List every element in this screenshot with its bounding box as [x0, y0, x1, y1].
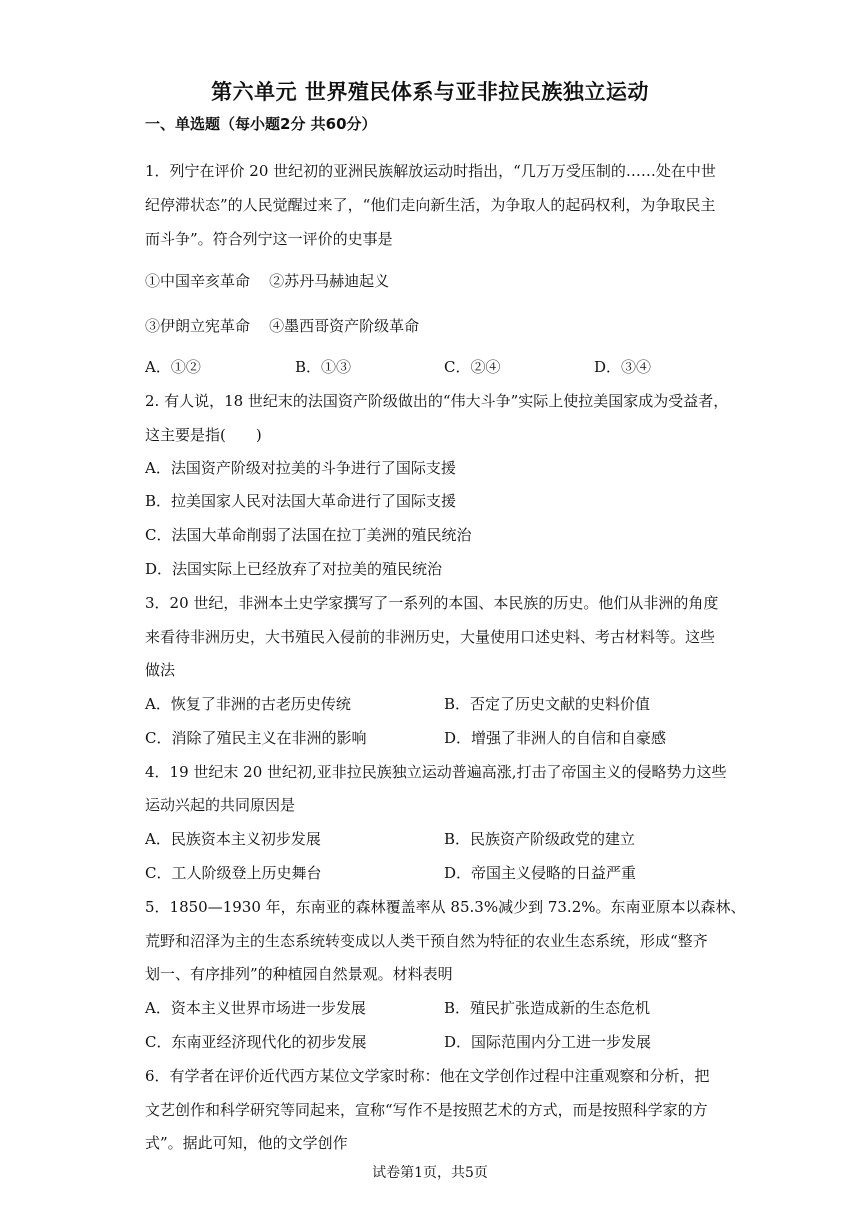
question-5-option-b: B．殖民扩张造成新的生态危机: [444, 999, 651, 1017]
question-3-line-3: 做法: [145, 661, 176, 679]
question-6-line-1: 6．有学者在评价近代西方某位文学家时称：他在文学创作过程中注重观察和分析，把: [145, 1067, 710, 1085]
page-title: 第六单元 世界殖民体系与亚非拉民族独立运动: [211, 80, 649, 104]
question-1-line-2: 纪停滞状态”的人民觉醒过来了，“他们走向新生活，为争取人的起码权利，为争取民主: [145, 196, 716, 214]
question-4-option-d: D．帝国主义侵略的日益严重: [444, 864, 637, 882]
question-1-option-c: C．②④: [444, 358, 501, 376]
question-2-option-b: B．拉美国家人民对法国大革命进行了国际支援: [145, 492, 457, 510]
section-heading: 一、单选题（每小题2分 共60分）: [145, 115, 377, 133]
question-5-option-c: C．东南亚经济现代化的初步发展: [145, 1033, 367, 1051]
question-3-option-c: C．消除了殖民主义在非洲的影响: [145, 729, 367, 747]
question-1-option-b: B．①③: [295, 358, 352, 376]
question-2-line-1: 2. 有人说，18 世纪末的法国资产阶级做出的“伟大斗争”实际上使拉美国家成为受益者，: [145, 392, 729, 410]
question-6-line-3: 式”。据此可知，他的文学创作: [145, 1134, 348, 1152]
question-1-option-d: D．③④: [594, 358, 652, 376]
question-1-item-row-2: ③伊朗立宪革命 ④墨西哥资产阶级革命: [145, 317, 420, 335]
question-2-option-c: C．法国大革命削弱了法国在拉丁美洲的殖民统治: [145, 526, 472, 544]
question-5-line-3: 划一、有序排列”的种植园自然景观。材料表明: [145, 965, 453, 983]
question-6-line-2: 文艺创作和科学研究等同起来，宣称“写作不是按照艺术的方式，而是按照科学家的方: [145, 1101, 708, 1119]
question-3-option-d: D．增强了非洲人的自信和自豪感: [444, 729, 667, 747]
question-4-option-a: A．民族资本主义初步发展: [145, 830, 321, 848]
question-1-item-row-1: ①中国辛亥革命 ②苏丹马赫迪起义: [145, 272, 390, 290]
question-4-line-1: 4．19 世纪末 20 世纪初,亚非拉民族独立运动普遍高涨,打击了帝国主义的侵略势力这些: [145, 763, 727, 781]
question-4-option-b: B．民族资产阶级政党的建立: [444, 830, 636, 848]
question-5-line-2: 荒野和沼泽为主的生态系统转变成以人类干预自然为特征的农业生态系统，形成“整齐: [145, 932, 708, 950]
question-4-line-2: 运动兴起的共同原因是: [145, 796, 296, 814]
question-2-line-2: 这主要是指( ): [145, 426, 262, 444]
question-3-line-1: 3．20 世纪，非洲本土史学家撰写了一系列的本国、本民族的历史。他们从非洲的角度: [145, 594, 719, 612]
question-2-option-a: A．法国资产阶级对拉美的斗争进行了国际支援: [145, 459, 456, 477]
page-footer: 试卷第1页，共5页: [372, 1165, 488, 1181]
question-1-line-3: 而斗争”。符合列宁这一评价的史事是: [145, 230, 393, 248]
question-1-option-a: A．①②: [145, 358, 201, 376]
question-3-option-b: B．否定了历史文献的史料价值: [444, 695, 651, 713]
question-3-option-a: A．恢复了非洲的古老历史传统: [145, 695, 351, 713]
question-2-option-d: D．法国实际上已经放弃了对拉美的殖民统治: [145, 560, 443, 578]
question-5-option-d: D．国际范围内分工进一步发展: [444, 1033, 652, 1051]
question-5-option-a: A．资本主义世界市场进一步发展: [145, 999, 366, 1017]
question-3-line-2: 来看待非洲历史，大书殖民入侵前的非洲历史，大量使用口述史料、考古材料等。这些: [145, 628, 716, 646]
question-5-line-1: 5．1850—1930 年，东南亚的森林覆盖率从 85.3%减少到 73.2%。东南亚原本以森林、: [145, 898, 746, 916]
question-4-option-c: C．工人阶级登上历史舞台: [145, 864, 322, 882]
question-1-line-1: 1．列宁在评价 20 世纪初的亚洲民族解放运动时指出，“几万万受压制的……处在中世: [145, 162, 716, 180]
